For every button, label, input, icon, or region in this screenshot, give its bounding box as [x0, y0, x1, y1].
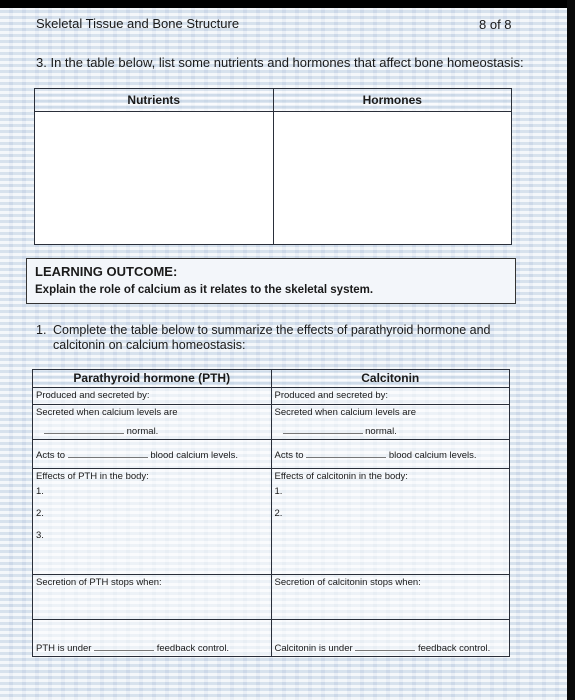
page-number: 8 of 8 — [479, 17, 512, 32]
hormones-cell[interactable] — [273, 112, 512, 245]
pth-acts-suffix: blood calcium levels. — [150, 449, 238, 461]
calcitonin-feedback-blank[interactable] — [355, 641, 415, 651]
question-1-text: Complete the table below to summarize the effects of parathyroid hormone and calcitonin on calcium homeostasis: — [53, 323, 491, 352]
calcitonin-feedback-label: Calcitonin is under — [274, 643, 353, 654]
calcitonin-header: Calcitonin — [271, 370, 510, 388]
pth-effects-cell[interactable] — [33, 469, 272, 575]
calcitonin-acts-suffix: blood calcium levels. — [388, 449, 477, 461]
question-1-number: 1. — [36, 323, 47, 337]
calcitonin-produced-label: Produced and secreted by: — [274, 390, 389, 401]
calcitonin-stops-label: Secretion of calcitonin stops when: — [274, 577, 421, 588]
calcitonin-acts-blank[interactable] — [306, 448, 386, 458]
pth-feedback-cell[interactable] — [33, 620, 272, 657]
right-edge — [567, 0, 575, 700]
nutrients-hormones-table — [34, 88, 512, 245]
pth-effect-item: 3. — [36, 530, 44, 541]
calcitonin-effect-item: 2. — [274, 508, 283, 519]
nutrients-cell[interactable] — [35, 112, 274, 245]
calcitonin-effects-label: Effects of calcitonin in the body: — [274, 471, 408, 482]
calcitonin-acts-cell[interactable] — [271, 440, 510, 469]
pth-secreted-line2: normal. — [126, 426, 159, 437]
calcitonin-secreted-blank[interactable] — [283, 424, 363, 434]
nutrients-header: Nutrients — [35, 89, 274, 112]
pth-effect-item: 1. — [36, 486, 44, 497]
pth-acts-label: Acts to — [36, 449, 66, 461]
calcitonin-produced-cell[interactable] — [271, 388, 510, 405]
question-3: 3. In the table below, list some nutrients and hormones that affect bone homeostasis: — [36, 55, 524, 70]
pth-stops-cell[interactable] — [33, 575, 272, 620]
pth-produced-cell[interactable] — [33, 388, 272, 405]
pth-acts-cell[interactable] — [33, 440, 272, 469]
calcitonin-effect-item: 1. — [274, 486, 283, 497]
pth-calcitonin-table — [32, 369, 510, 657]
pth-secreted-line1: Secreted when calcium levels are — [36, 407, 178, 418]
page-title: Skeletal Tissue and Bone Structure — [36, 16, 240, 31]
hormones-header: Hormones — [273, 89, 512, 112]
calcitonin-feedback-cell[interactable] — [271, 620, 510, 657]
calcitonin-secreted-cell[interactable] — [271, 405, 510, 440]
pth-acts-blank[interactable] — [68, 448, 148, 458]
learning-outcome-heading: LEARNING OUTCOME: — [35, 264, 178, 279]
pth-effects-label: Effects of PTH in the body: — [36, 471, 149, 482]
pth-produced-label: Produced and secreted by: — [36, 390, 150, 401]
calcitonin-acts-label: Acts to — [274, 449, 304, 461]
top-border — [0, 0, 575, 8]
pth-secreted-cell[interactable] — [33, 405, 272, 440]
pth-secreted-blank[interactable] — [44, 424, 124, 434]
pth-feedback-suffix: feedback control. — [156, 643, 230, 654]
learning-outcome-box — [26, 258, 516, 304]
pth-feedback-label: PTH is under — [36, 643, 92, 654]
pth-header: Parathyroid hormone (PTH) — [33, 370, 272, 388]
calcitonin-stops-cell[interactable] — [271, 575, 510, 620]
pth-feedback-blank[interactable] — [94, 641, 154, 651]
calcitonin-secreted-line1: Secreted when calcium levels are — [274, 407, 417, 418]
pth-stops-label: Secretion of PTH stops when: — [36, 577, 162, 588]
calcitonin-effects-cell[interactable] — [271, 469, 510, 575]
calcitonin-feedback-suffix: feedback control. — [417, 643, 491, 654]
learning-outcome-text: Explain the role of calcium as it relates to the skeletal system. — [35, 284, 374, 296]
pth-effect-item: 2. — [36, 508, 44, 519]
calcitonin-secreted-line2: normal. — [365, 426, 397, 437]
